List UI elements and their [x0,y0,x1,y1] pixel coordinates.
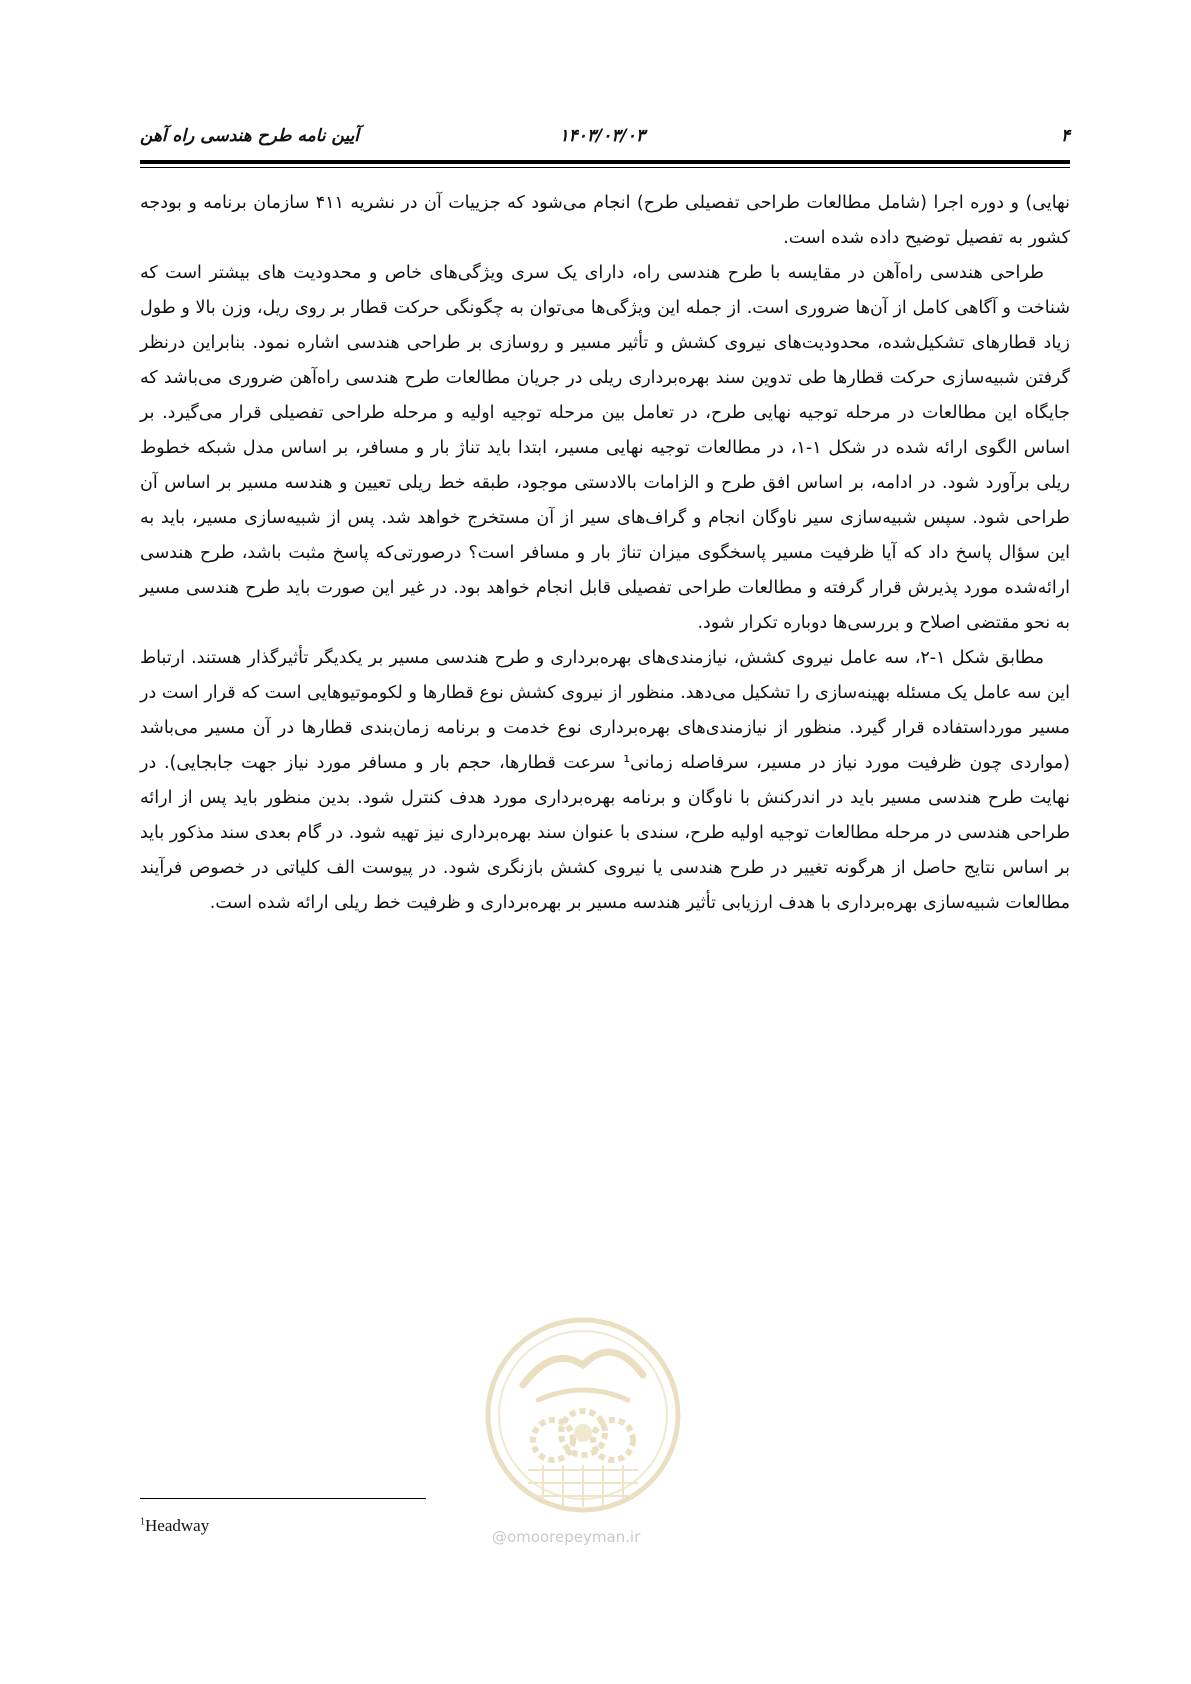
header-rule-thick [140,160,1070,164]
page-header [140,126,1070,156]
footnote [140,1516,209,1536]
footnote-rule [140,1498,426,1499]
paragraph: نهایی) و دوره اجرا (شامل مطالعات طراحی تفصیلی طرح) انجام می‌شود که جزییات آن در نشریه ۴۱۱ سازمان برنامه و بودجه کشور به تفصیل توضیح داده شده است. [140,193,1070,248]
header-rule-thin [140,167,1070,168]
footnote-text: Headway [145,1516,210,1535]
watermark-seal-icon [483,1305,683,1530]
paragraph: طراحی هندسی راه‌آهن در مقایسه با طرح هندسی راه، دارای یک سری ویژگی‌های خاص و محدودیت های بیشتر است که شناخت و آگاهی کامل از آن‌ها ضروری است. از جمله این ویژگی‌ها می‌توان به چگونگی حرکت قطار بر روی ریل، وزن بالا و طول زیاد قطارهای تشکیل‌شده، محدودیت‌های نیروی کشش و تأثیر مسیر و روسازی بر طراحی هندسی اشاره نمود. بنابراین درنظر گرفتن شبیه‌سازی حرکت قطارها طی تدوین سند بهره‌برداری ریلی در جریان مطالعات طرح هندسی راه‌آهن ضروری می‌باشد که جایگاه این مطالعات در مرحله توجیه نهایی طرح، در تعامل بین مرحله توجیه اولیه و مرحله طراحی تفصیلی قرار می‌گیرد. بر اساس الگوی ارائه شده در شکل ۱-۱، در مطالعات توجیه نهایی مسیر، ابتدا باید تناژ بار و مسافر، بر اساس مدل شبکه خطوط ریلی برآورد شود. در ادامه، بر اساس افق طرح و الزامات بالادستی موجود، طبقه خط ریلی تعیین و هندسه مسیر بر اساس آن طراحی شود. سپس شبیه‌سازی سیر ناوگان انجام و گراف‌های سیر از آن مستخرج خواهد شد. پس از شبیه‌سازی مسیر، باید به این سؤال پاسخ داد که آیا ظرفیت مسیر پاسخگوی میزان تناژ بار و مسافر است؟ درصورتی‌که پاسخ مثبت باشد، طرح هندسی ارائه‌شده مورد پذیرش قرار گرفته و مطالعات طراحی تفصیلی قابل انجام خواهد بود. در غیر این صورت باید طرح هندسی مسیر به نحو مقتضی اصلاح و بررسی‌ها دوباره تکرار شود. [140,263,1071,633]
document-title: آیین نامه طرح هندسی راه آهن [140,126,360,146]
header-date: ۱۴۰۳/۰۳/۰۳ [559,126,645,146]
footnote-marker: 1 [140,1516,145,1528]
watermark-url: @omoorepeyman.ir [492,1528,641,1546]
page-number: ۴ [1060,126,1070,146]
body-text [140,186,1070,921]
paragraph: مطابق شکل ۱-۲، سه عامل نیروی کشش، نیازمندی‌های بهره‌برداری و طرح هندسی مسیر بر یکدیگر تأثیرگذار هستند. ارتباط این سه عامل یک مسئله بهینه‌سازی را تشکیل می‌دهد. منظور از نیروی کشش نوع قطارها و لکوموتیوهایی است که قرار است در مسیر مورداستفاده قرار گیرد. منظور از نیازمندی‌های بهره‌برداری نوع خدمت و برنامه زمان‌بندی قطارها در آن مسیر می‌باشد (مواردی چون ظرفیت مورد نیاز در مسیر، سرفاصله زمانی¹ سرعت قطارها، حجم بار و مسافر مورد نیاز جهت جابجایی). در نهایت طرح هندسی مسیر باید در اندرکنش با ناوگان و برنامه بهره‌برداری مورد هدف کنترل شود. بدین منظور باید پس از ارائه طراحی هندسی در مرحله مطالعات توجیه اولیه طرح، سندی با عنوان سند بهره‌برداری نیز تهیه شود. در گام بعدی سند مذکور باید بر اساس نتایج حاصل از هرگونه تغییر در طرح هندسی یا نیروی کشش بازنگری شود. در پیوست الف کلیاتی در خصوص فرآیند مطالعات شبیه‌سازی بهره‌برداری با هدف ارزیابی تأثیر هندسه مسیر بر بهره‌برداری و ظرفیت خط ریلی ارائه شده است. [140,648,1070,913]
